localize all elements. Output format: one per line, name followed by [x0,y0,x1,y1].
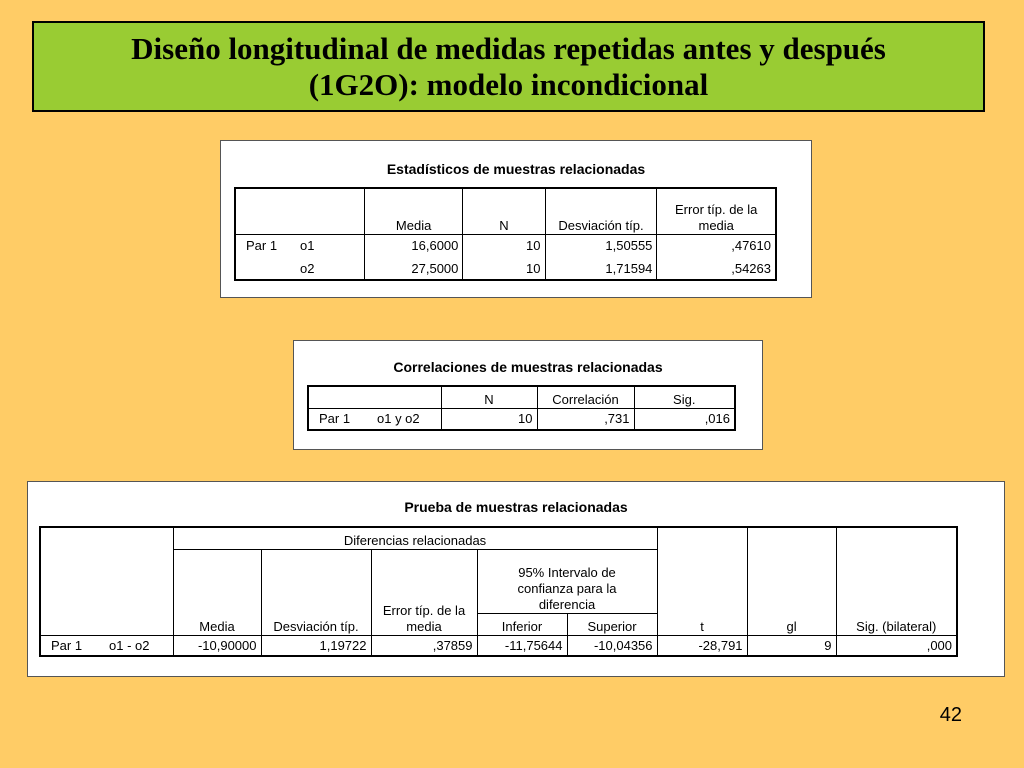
corr-pair-label: Par 1 [319,411,351,427]
stats-header-blank [235,188,364,234]
stats-header-desv: Desviación típ. [545,188,657,234]
stats-row1-error: ,47610 [657,234,776,257]
test-row-t: -28,791 [657,635,747,656]
stats-row2-error: ,54263 [657,257,776,280]
stats-row1-var: o1 [300,238,315,254]
stats-panel [220,140,812,298]
test-row-label [40,635,173,656]
test-header-intervalo: 95% Intervalo de confianza para la diferencia [477,549,657,613]
stats-row1-label [235,234,364,257]
stats-table [234,187,777,281]
corr-row-label [308,408,441,430]
stats-table-title: Estadísticos de muestras relacionadas [386,161,646,177]
stats-row2-var: o2 [300,260,315,276]
corr-header-sig: Sig. [634,386,735,408]
stats-row1-media: 16,6000 [364,234,463,257]
corr-panel [293,340,763,450]
test-header-error: Error típ. de la media [371,549,477,635]
stats-pair-label: Par 1 [246,238,278,254]
stats-header-media: Media [364,188,463,234]
page-number: 42 [939,704,962,726]
stats-row1-n: 10 [463,234,545,257]
test-header-diferencias: Diferencias relacionadas [173,527,657,549]
corr-table-title: Correlaciones de muestras relacionadas [393,359,663,375]
test-pair-label: Par 1 [51,637,83,653]
corr-header-corr: Correlación [537,386,634,408]
test-panel [27,481,1005,677]
test-header-inferior: Inferior [477,613,567,635]
corr-header-blank [308,386,441,408]
corr-row-vars: o1 y o2 [377,411,420,427]
test-table-title: Prueba de muestras relacionadas [404,499,628,515]
test-table [39,526,958,657]
test-row-gl: 9 [747,635,836,656]
test-header-blank [40,527,173,635]
stats-header-error: Error típ. de la media [657,188,776,234]
stats-row2-desv: 1,71594 [545,257,657,280]
test-header-media: Media [173,549,261,635]
test-row-sig: ,000 [836,635,957,656]
test-row-vars: o1 - o2 [109,637,150,653]
test-row-media: -10,90000 [173,635,261,656]
table-row [235,257,776,280]
corr-row-sig: ,016 [634,408,735,430]
test-row-desv: 1,19722 [261,635,371,656]
stats-row2-label [235,257,364,280]
test-header-gl: gl [747,527,836,635]
test-row-inferior: -11,75644 [477,635,567,656]
test-row-superior: -10,04356 [567,635,657,656]
table-row [40,635,957,656]
test-header-superior: Superior [567,613,657,635]
test-row-error: ,37859 [371,635,477,656]
corr-row-n: 10 [441,408,537,430]
corr-header-n: N [441,386,537,408]
test-header-sig: Sig. (bilateral) [836,527,957,635]
slide-title-line2: (1G2O): modelo incondicional [308,66,709,102]
stats-header-n: N [463,188,545,234]
slide-title-line1: Diseño longitudinal de medidas repetidas antes y después [131,30,886,66]
stats-row2-media: 27,5000 [364,257,463,280]
slide-title-box [32,21,985,112]
table-row [235,234,776,257]
table-row [308,408,735,430]
corr-table [307,385,736,431]
test-header-t: t [657,527,747,635]
stats-row1-desv: 1,50555 [545,234,657,257]
test-header-desv: Desviación típ. [261,549,371,635]
corr-row-corr: ,731 [537,408,634,430]
stats-row2-n: 10 [463,257,545,280]
